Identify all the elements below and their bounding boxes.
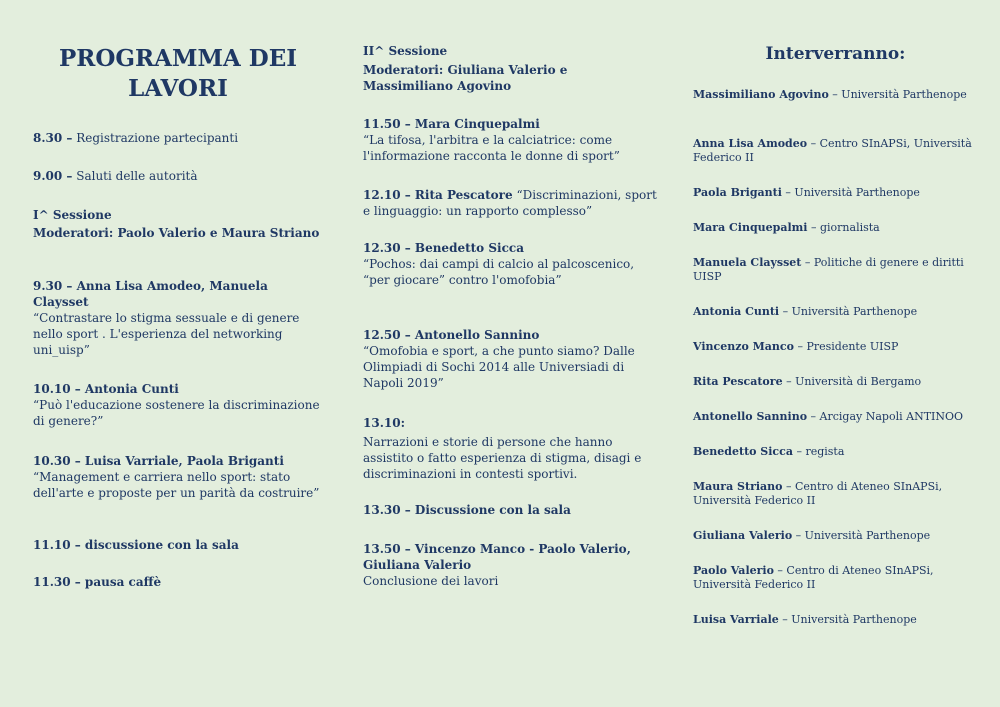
programme-item: 11.30 – pausa caffè [33,575,162,589]
programme-item [363,116,658,164]
speaker-entry [693,221,978,235]
programme-item [363,240,658,288]
item-heading: 13.50 – Vincenzo Manco - Paolo Valerio, Giuliana Valerio [363,542,631,572]
speaker-entry [693,137,978,165]
item-description: “Può l'educazione sostenere la discriminazione di genere?” [33,398,320,428]
item-heading: 9.30 – Anna Lisa Amodeo, Manuela Claysset [33,279,268,309]
session-2-heading [363,43,658,94]
speaker-entry [693,88,978,102]
programme-item-greetings [33,168,323,184]
speaker-role: – Università Parthenope [779,305,918,318]
programme-item-registration [33,130,323,146]
programme-item: 13.30 – Discussione con la sala [363,503,571,517]
programme-item [363,541,658,589]
speaker-entry [693,529,978,543]
programme-item [363,187,658,219]
item-description: “Contrastare lo stigma sessuale e di genere nello sport . L'esperienza del networking uni_uisp” [33,311,300,357]
speaker-entry [693,445,978,459]
programme-title [33,44,323,104]
item-description: “Management e carriera nello sport: stato dell'arte e proposte per un parità da costruire” [33,470,320,500]
speakers-title: Interverranno: [765,44,906,64]
programme-item [363,415,658,482]
item-heading: 12.50 – Antonello Sannino [363,328,540,342]
item-heading: 13.10: [363,416,406,430]
speaker-role: – Centro di Ateneo SInAPSi, Università Federico II [693,480,943,507]
speaker-name: Antonia Cunti [693,305,780,318]
item-heading: 10.10 – Antonia Cunti [33,382,179,396]
speaker-name: Rita Pescatore [693,375,783,388]
item-description: “Discriminazioni, sport e linguaggio: un rapporto complesso” [363,188,657,218]
speaker-entry [693,564,978,592]
item-text: Saluti delle autorità [76,169,198,183]
speaker-name: Manuela Claysset [693,256,802,269]
speaker-entry [693,410,978,424]
speaker-role: – Università Parthenope [778,613,917,626]
speaker-role: – Università Parthenope [792,529,931,542]
session-label: I^ Sessione [33,208,112,222]
speaker-role: – Università Parthenope [828,88,967,101]
programme-item [33,278,323,358]
speaker-name: Maura Striano [693,480,783,493]
session-1-heading [33,207,323,241]
programme-item: 11.10 – discussione con la sala [33,538,239,552]
speaker-name: Paolo Valerio [693,564,774,577]
speaker-role: – Politiche di genere e diritti UISP [693,256,964,283]
item-time: 9.00 – [33,169,73,183]
speaker-entry [693,613,978,627]
speaker-entry [693,480,978,508]
item-heading: 11.50 – Mara Cinquepalmi [363,117,540,131]
speaker-name: Vincenzo Manco [693,340,794,353]
item-heading: 10.30 – Luisa Varriale, Paola Briganti [33,454,284,468]
speaker-entry [693,186,978,200]
speaker-entry [693,256,978,284]
speaker-name: Antonello Sannino [693,410,808,423]
speaker-name: Paola Briganti [693,186,782,199]
speaker-role: – Centro SInAPSi, Università Federico II [693,137,972,164]
speaker-name: Mara Cinquepalmi [693,221,808,234]
item-heading: 12.10 – Rita Pescatore [363,188,513,202]
item-text: Registrazione partecipanti [76,131,239,145]
speaker-name: Luisa Varriale [693,613,779,626]
session-label: II^ Sessione [363,44,448,58]
speaker-role: – giornalista [807,221,880,234]
speaker-name: Anna Lisa Amodeo [693,137,808,150]
moderators: Moderatori: Giuliana Valerio e Massimiliano Agovino [363,63,568,93]
item-heading: 12.30 – Benedetto Sicca [363,241,524,255]
speaker-name: Benedetto Sicca [693,445,793,458]
speaker-name: Massimiliano Agovino [693,88,829,101]
speaker-entry [693,340,978,354]
item-description: “La tifosa, l'arbitra e la calciatrice: come l'informazione racconta le donne di sport” [363,133,620,163]
item-description: “Pochos: dai campi di calcio al palcoscenico, “per giocare” contro l'omofobia” [363,257,635,287]
programme-item [33,381,323,429]
title-line-1: PROGRAMMA DEI [58,45,298,72]
speaker-entry [693,375,978,389]
item-description: Conclusione dei lavori [363,574,499,588]
speaker-role: – Università Parthenope [781,186,920,199]
moderators: Moderatori: Paolo Valerio e Maura Striano [33,226,320,240]
item-description: “Omofobia e sport, a che punto siamo? Dalle Olimpiadi di Sochi 2014 alle Universiadi di Napoli 2019” [363,344,635,390]
speaker-role: – Arcigay Napoli ANTINOO [807,410,964,423]
speaker-role: – Università di Bergamo [782,375,922,388]
programme-item [363,327,658,391]
speaker-entry [693,305,978,319]
item-time: 8.30 – [33,131,73,145]
speaker-role: – regista [792,445,845,458]
speaker-role: – Centro di Ateneo SInAPSi, Università Federico II [693,564,934,591]
item-description: Narrazioni e storie di persone che hanno assistito o fatto esperienza di stigma, disagi e discriminazioni in contesti sportivi. [363,435,642,481]
speaker-name: Giuliana Valerio [693,529,793,542]
speaker-role: – Presidente UISP [793,340,899,353]
programme-item [33,453,323,501]
title-line-2: LAVORI [128,75,228,102]
